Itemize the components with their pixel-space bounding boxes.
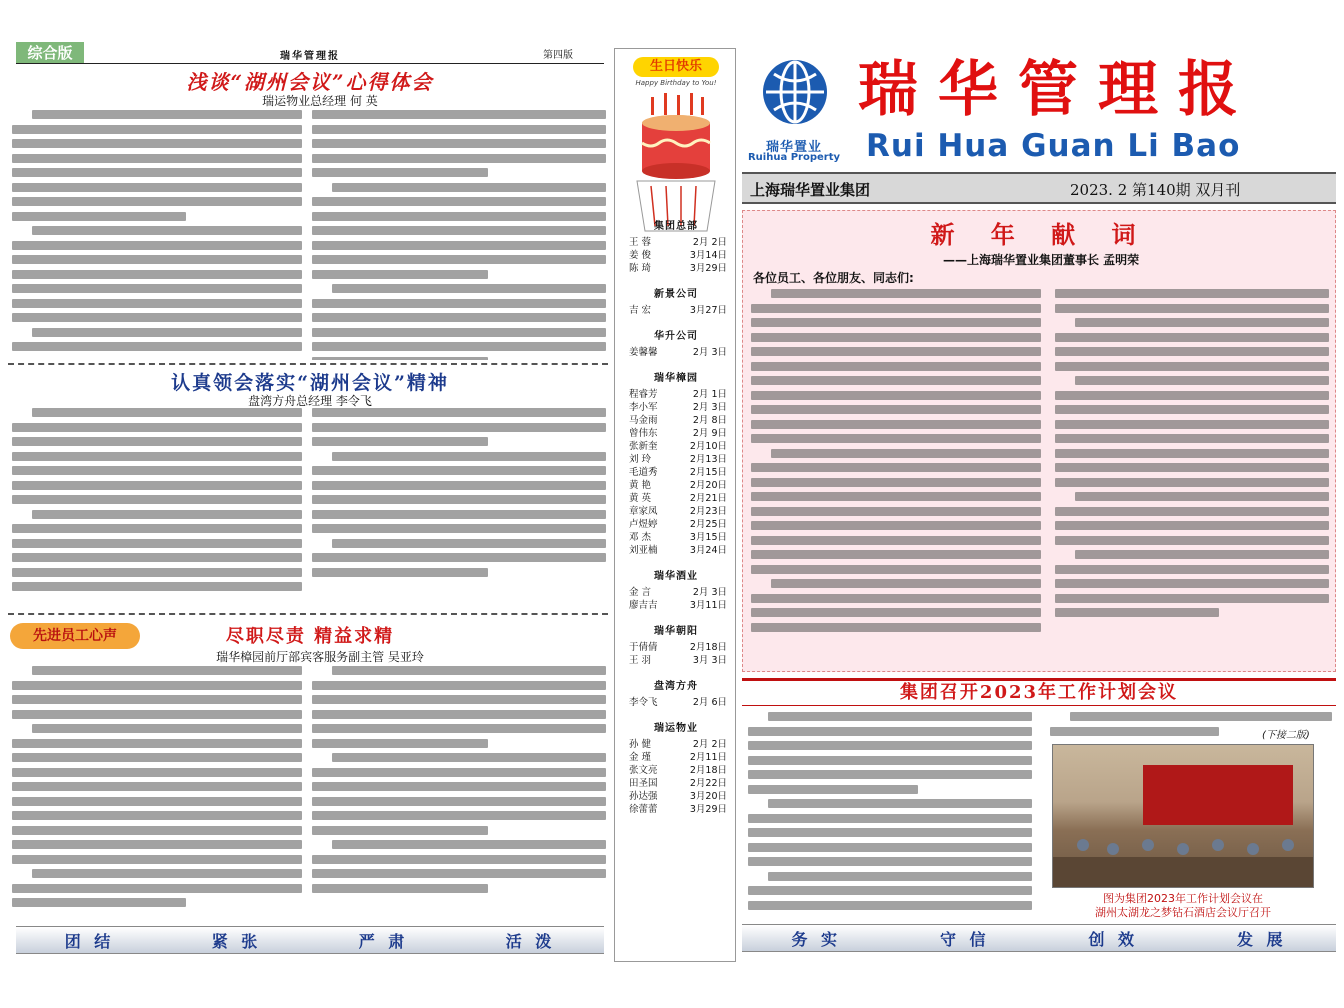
birthday-name: 章家凤 bbox=[629, 506, 658, 517]
birthday-name: 李小军 bbox=[629, 402, 658, 413]
birthday-date: 2月10日 bbox=[689, 441, 727, 452]
article3-col1 bbox=[12, 666, 302, 916]
running-head-title: 瑞华管理报 bbox=[280, 51, 340, 62]
slogan-7: 创 效 bbox=[1088, 929, 1139, 949]
birthday-date: 2月 3日 bbox=[692, 347, 727, 358]
birthday-name: 刘亚楠 bbox=[629, 545, 658, 556]
birthday-name: 李令飞 bbox=[629, 697, 658, 708]
birthday-name: 王 羽 bbox=[629, 655, 652, 666]
birthday-subtitle: Happy Birthday to You! bbox=[635, 79, 717, 87]
birthday-date: 2月 3日 bbox=[692, 402, 727, 413]
meeting-col1 bbox=[748, 712, 1032, 920]
birthday-name: 马金雨 bbox=[629, 415, 658, 426]
birthday-row bbox=[615, 453, 737, 466]
birthday-name: 曾伟东 bbox=[629, 428, 658, 439]
slogan-5: 务 实 bbox=[791, 929, 842, 949]
birthday-name: 黄 艳 bbox=[629, 480, 652, 491]
logo-en: Ruihua Property bbox=[747, 152, 841, 163]
birthday-date: 3月11日 bbox=[689, 600, 727, 611]
meeting-photo bbox=[1052, 744, 1314, 888]
newyear-panel bbox=[742, 210, 1336, 672]
article2-title: 认真领会落实“湖州会议”精神 bbox=[171, 372, 449, 394]
birthday-row bbox=[615, 346, 737, 359]
birthday-column bbox=[614, 48, 736, 962]
meeting-continued: (下接二版) bbox=[1262, 730, 1310, 741]
birthday-date: 2月25日 bbox=[689, 519, 727, 530]
birthday-name: 刘 玲 bbox=[629, 454, 652, 465]
birthday-date: 2月18日 bbox=[689, 642, 727, 653]
birthday-date: 3月 3日 bbox=[692, 655, 727, 666]
birthday-row bbox=[615, 401, 737, 414]
birthday-row bbox=[615, 505, 737, 518]
birthday-row bbox=[615, 427, 737, 440]
birthday-row bbox=[615, 479, 737, 492]
birthday-row bbox=[615, 544, 737, 557]
newyear-title: 新 年 献 词 bbox=[930, 220, 1150, 249]
birthday-dept: 瑞华酒业 bbox=[654, 571, 698, 582]
birthday-row bbox=[615, 531, 737, 544]
birthday-row bbox=[615, 764, 737, 777]
article2-col1 bbox=[12, 408, 302, 608]
birthday-row bbox=[615, 641, 737, 654]
birthday-date: 2月13日 bbox=[689, 454, 727, 465]
birthday-date: 2月20日 bbox=[689, 480, 727, 491]
birthday-date: 3月15日 bbox=[689, 532, 727, 543]
newyear-col1 bbox=[751, 289, 1041, 669]
birthday-date: 3月27日 bbox=[689, 305, 727, 316]
birthday-date: 3月24日 bbox=[689, 545, 727, 556]
slogan-1: 团 结 bbox=[64, 931, 115, 951]
birthday-date: 2月18日 bbox=[689, 765, 727, 776]
birthday-name: 孙达强 bbox=[629, 791, 658, 802]
article3-title: 尽职尽责 精益求精 bbox=[225, 626, 395, 647]
birthday-date: 2月 2日 bbox=[692, 237, 727, 248]
birthday-row bbox=[615, 790, 737, 803]
birthday-name: 卢煜婷 bbox=[629, 519, 658, 530]
photo-scene-icon bbox=[1053, 745, 1314, 888]
birthday-row bbox=[615, 466, 737, 479]
meeting-title-bar bbox=[742, 678, 1336, 706]
article2-col2 bbox=[312, 408, 606, 608]
birthday-name: 吉 宏 bbox=[629, 305, 652, 316]
right-footer-slogan bbox=[742, 924, 1336, 952]
birthday-dept: 华升公司 bbox=[654, 331, 698, 342]
birthday-date: 3月29日 bbox=[689, 263, 727, 274]
birthday-date: 2月22日 bbox=[689, 778, 727, 789]
birthday-date: 3月20日 bbox=[689, 791, 727, 802]
photo-caption-2: 湖州太湖龙之梦钻石酒店会议厅召开 bbox=[1095, 906, 1271, 919]
birthday-date: 2月 6日 bbox=[692, 697, 727, 708]
birthday-row bbox=[615, 696, 737, 709]
meeting-title: 集团召开2023年工作计划会议 bbox=[899, 682, 1179, 703]
birthday-date: 2月21日 bbox=[689, 493, 727, 504]
birthday-row bbox=[615, 414, 737, 427]
article3-byline: 瑞华樟园前厅部宾客服务副主管 吴亚玲 bbox=[216, 650, 424, 664]
newyear-salutation: 各位员工、各位朋友、同志们: bbox=[753, 271, 914, 285]
birthday-list bbox=[615, 207, 737, 816]
birthday-name: 金 言 bbox=[629, 587, 652, 598]
birthday-row bbox=[615, 654, 737, 667]
birthday-dept: 瑞华朝阳 bbox=[654, 626, 698, 637]
article3-col2 bbox=[312, 666, 606, 916]
issue-info: 2023. 2 第140期 双月刊 bbox=[1070, 181, 1241, 199]
birthday-date: 2月 8日 bbox=[692, 415, 727, 426]
newyear-col2 bbox=[1055, 289, 1329, 669]
page-number: 第四版 bbox=[543, 50, 573, 61]
article1-byline: 瑞运物业总经理 何 英 bbox=[262, 94, 378, 108]
birthday-date: 2月 3日 bbox=[692, 587, 727, 598]
publisher-bar bbox=[742, 172, 1336, 204]
birthday-name: 邓 杰 bbox=[629, 532, 652, 543]
masthead-title: 瑞华管理报 bbox=[858, 55, 1258, 125]
birthday-name: 张文亮 bbox=[629, 765, 658, 776]
left-footer-slogan bbox=[16, 926, 604, 954]
birthday-row bbox=[615, 262, 737, 275]
slogan-3: 严 肃 bbox=[358, 931, 409, 951]
birthday-title: 生日快乐 bbox=[633, 57, 719, 77]
birthday-row bbox=[615, 388, 737, 401]
birthday-row bbox=[615, 803, 737, 816]
birthday-name: 王 蓉 bbox=[629, 237, 652, 248]
birthday-name: 徐蕾蕾 bbox=[629, 804, 658, 815]
birthday-date: 3月14日 bbox=[689, 250, 727, 261]
slogan-4: 活 泼 bbox=[505, 931, 556, 951]
slogan-6: 守 信 bbox=[939, 929, 990, 949]
birthday-name: 黄 英 bbox=[629, 493, 652, 504]
birthday-row bbox=[615, 518, 737, 531]
birthday-row bbox=[615, 249, 737, 262]
birthday-date: 2月 2日 bbox=[692, 739, 727, 750]
birthday-date: 2月11日 bbox=[689, 752, 727, 763]
birthday-date: 2月15日 bbox=[689, 467, 727, 478]
slogan-2: 紧 张 bbox=[211, 931, 262, 951]
birthday-date: 2月 9日 bbox=[692, 428, 727, 439]
birthday-row bbox=[615, 599, 737, 612]
birthday-row bbox=[615, 304, 737, 317]
birthday-dept: 瑞华樟园 bbox=[654, 373, 698, 384]
slogan-8: 发 展 bbox=[1236, 929, 1287, 949]
birthday-row bbox=[615, 440, 737, 453]
birthday-name: 田圣国 bbox=[629, 778, 658, 789]
section-tag: 综合版 bbox=[16, 42, 84, 64]
birthday-name: 毛道秀 bbox=[629, 467, 658, 478]
birthday-name: 于倩倩 bbox=[629, 642, 658, 653]
logo-cn: 瑞华置业 bbox=[765, 140, 822, 155]
newyear-byline: ——上海瑞华置业集团董事长 孟明荣 bbox=[943, 253, 1140, 267]
masthead-pinyin: Rui Hua Guan Li Bao bbox=[866, 128, 1241, 164]
birthday-row bbox=[615, 751, 737, 764]
article1-title: 浅谈“湖州会议”心得体会 bbox=[186, 70, 434, 94]
birthday-dept: 新景公司 bbox=[654, 289, 698, 300]
birthday-dept: 盘湾方舟 bbox=[654, 681, 698, 692]
birthday-row bbox=[615, 777, 737, 790]
birthday-row bbox=[615, 738, 737, 751]
article1-col2 bbox=[312, 110, 606, 360]
birthday-name: 张新奎 bbox=[629, 441, 658, 452]
article2-byline: 盘湾方舟总经理 李令飞 bbox=[248, 394, 372, 408]
birthday-dept: 瑞运物业 bbox=[654, 723, 698, 734]
birthday-name: 廖吉吉 bbox=[629, 600, 658, 611]
birthday-name: 姜 俊 bbox=[629, 250, 652, 261]
publisher-name: 上海瑞华置业集团 bbox=[750, 181, 871, 199]
birthday-row bbox=[615, 236, 737, 249]
article1-col1 bbox=[12, 110, 302, 360]
birthday-name: 姜馨馨 bbox=[629, 347, 658, 358]
birthday-dept: 集团总部 bbox=[654, 221, 698, 232]
birthday-name: 程睿芳 bbox=[629, 389, 658, 400]
article3-tag: 先进员工心声 bbox=[10, 623, 140, 649]
birthday-date: 2月23日 bbox=[689, 506, 727, 517]
birthday-row bbox=[615, 586, 737, 599]
birthday-date: 2月 1日 bbox=[692, 389, 727, 400]
birthday-name: 陈 琦 bbox=[629, 263, 652, 274]
birthday-date: 3月29日 bbox=[689, 804, 727, 815]
birthday-name: 金 瑾 bbox=[629, 752, 652, 763]
birthday-row bbox=[615, 492, 737, 505]
company-logo-icon bbox=[752, 58, 838, 140]
birthday-name: 孙 健 bbox=[629, 739, 652, 750]
photo-caption-1: 图为集团2023年工作计划会议在 bbox=[1103, 892, 1263, 905]
